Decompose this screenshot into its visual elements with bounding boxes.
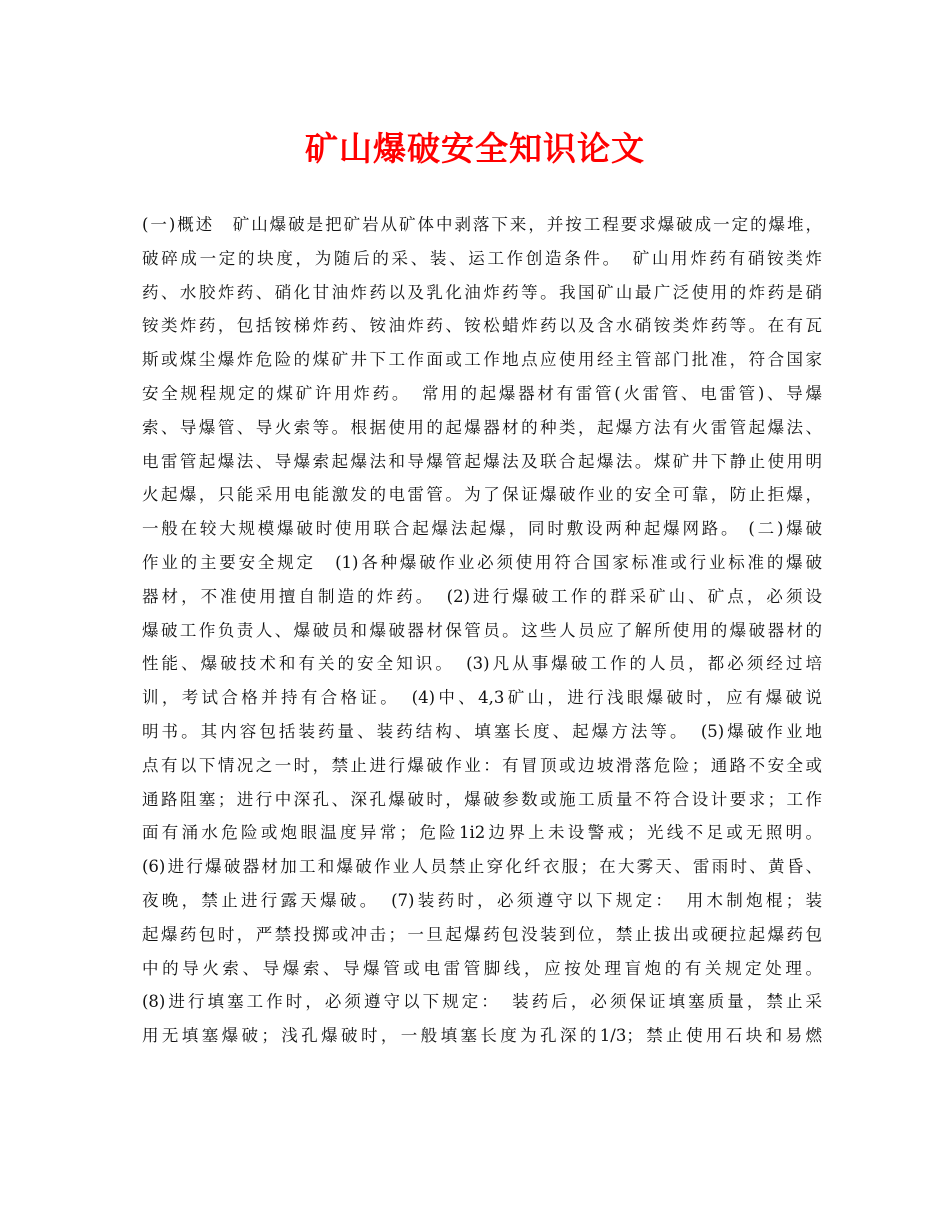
body-line: 索、导爆管、导火索等。根据使用的起爆器材的种类，起爆方法有火雷管起爆法、 <box>142 417 822 437</box>
body-line: 点有以下情况之一时，禁止进行爆破作业：有冒顶或边坡滑落危险；通路不安全或 <box>142 755 822 775</box>
document-title: 矿山爆破安全知识论文 <box>305 129 645 168</box>
body-line: 铵类炸药，包括铵梯炸药、铵油炸药、铵松蜡炸药以及含水硝铵类炸药等。在有瓦 <box>142 316 822 336</box>
body-line: 中的导火索、导爆索、导爆管或电雷管脚线，应按处理盲炮的有关规定处理。 <box>142 958 822 978</box>
body-line: 性能、爆破技术和有关的安全知识。 (3)凡从事爆破工作的人员，都必须经过培 <box>142 654 822 674</box>
body-line: 作业的主要安全规定 (1)各种爆破作业必须使用符合国家标准或行业标准的爆破 <box>142 552 822 572</box>
body-line: (6)进行爆破器材加工和爆破作业人员禁止穿化纤衣服；在大雾天、雷雨时、黄昏、 <box>142 857 822 877</box>
body-line: (一)概述 矿山爆破是把矿岩从矿体中剥落下来，并按工程要求爆破成一定的爆堆， <box>142 215 822 234</box>
body-line: 火起爆，只能采用电能激发的电雷管。为了保证爆破作业的安全可靠，防止拒爆， <box>142 485 822 505</box>
body-line: 训，考试合格并持有合格证。 (4)中、4,3矿山，进行浅眼爆破时，应有爆破说 <box>142 688 822 708</box>
body-line: 药、水胶炸药、硝化甘油炸药以及乳化油炸药等。我国矿山最广泛使用的炸药是硝 <box>142 282 822 302</box>
body-line: (8)进行填塞工作时，必须遵守以下规定： 装药后，必须保证填塞质量，禁止采 <box>142 992 822 1012</box>
body-line: 斯或煤尘爆炸危险的煤矿井下工作面或工作地点应使用经主管部门批准，符合国家 <box>142 350 822 370</box>
body-line: 通路阻塞；进行中深孔、深孔爆破时，爆破参数或施工质量不符合设计要求；工作 <box>142 789 822 809</box>
body-line: 爆破工作负责人、爆破员和爆破器材保管员。这些人员应了解所使用的爆破器材的 <box>142 620 822 640</box>
body-line: 用无填塞爆破；浅孔爆破时，一般填塞长度为孔深的1/3；禁止使用石块和易燃 <box>142 1026 822 1046</box>
body-line: 起爆药包时，严禁投掷或冲击；一旦起爆药包没装到位，禁止拔出或硬拉起爆药包 <box>142 924 822 944</box>
document-body <box>142 208 822 1053</box>
body-line: 破碎成一定的块度，为随后的采、装、运工作创造条件。 矿山用炸药有硝铵类炸 <box>142 248 822 268</box>
body-line: 夜晚，禁止进行露天爆破。 (7)装药时，必须遵守以下规定： 用木制炮棍；装 <box>142 890 822 910</box>
body-line: 面有涌水危险或炮眼温度异常；危险1i2边界上未设警戒；光线不足或无照明。 <box>142 823 822 843</box>
body-line: 一般在较大规模爆破时使用联合起爆法起爆，同时敷设两种起爆网路。 (二)爆破 <box>142 519 822 539</box>
body-line: 明书。其内容包括装药量、装药结构、填塞长度、起爆方法等。 (5)爆破作业地 <box>142 721 822 741</box>
body-line: 电雷管起爆法、导爆索起爆法和导爆管起爆法及联合起爆法。煤矿井下静止使用明 <box>142 451 822 471</box>
body-line: 器材，不准使用擅自制造的炸药。 (2)进行爆破工作的群采矿山、矿点，必须设 <box>142 586 822 606</box>
body-line: 安全规程规定的煤矿许用炸药。 常用的起爆器材有雷管(火雷管、电雷管)、导爆 <box>142 383 822 403</box>
